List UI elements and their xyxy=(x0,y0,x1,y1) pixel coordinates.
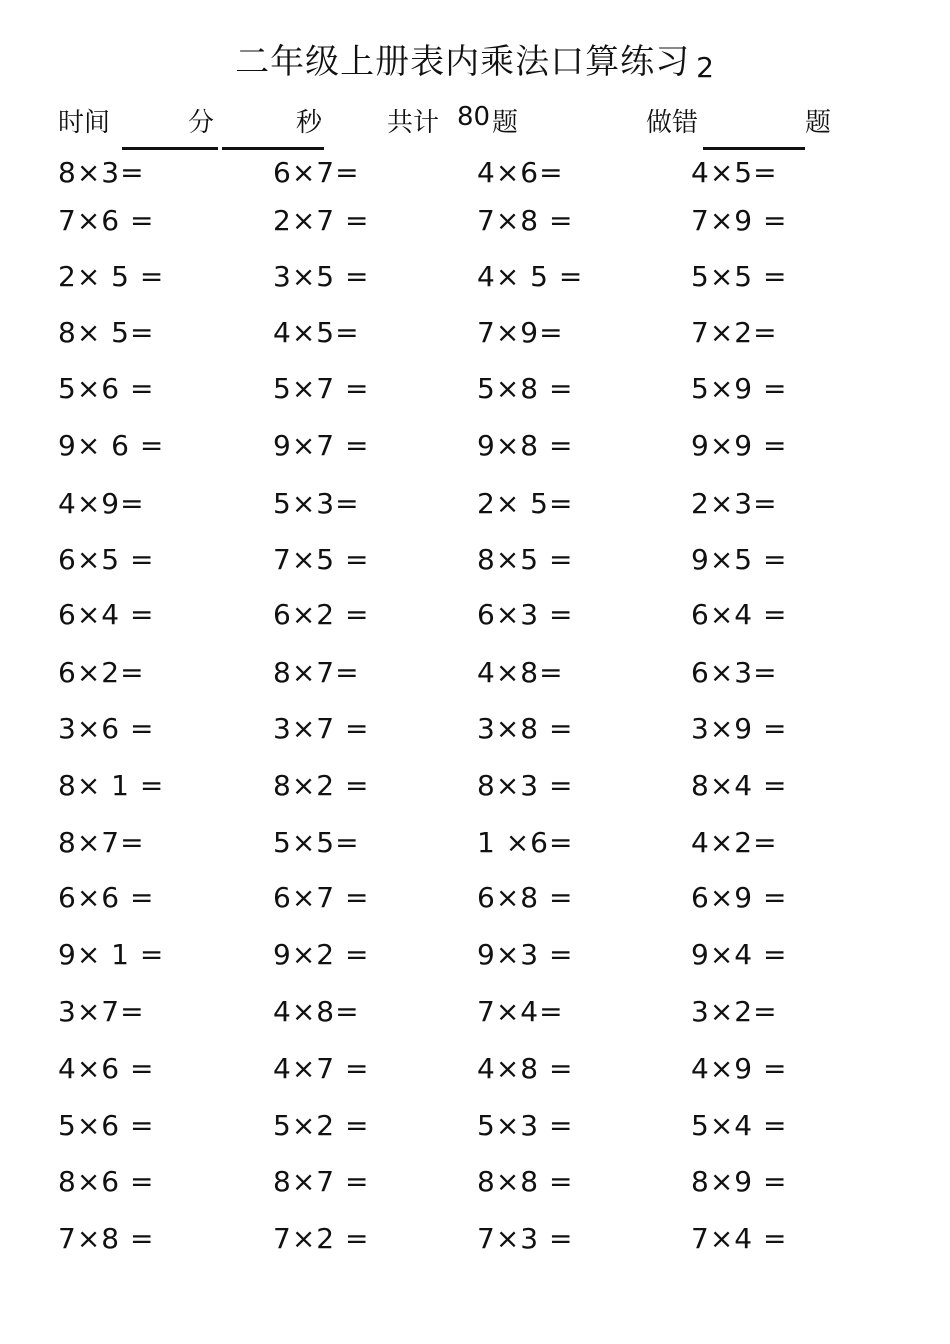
problem-r10-c1: 6×2= xyxy=(58,656,145,689)
problem-r2-c2: 2×7 = xyxy=(273,204,370,237)
problem-r13-c3: 1 ×6= xyxy=(477,826,574,859)
problem-r7-c4: 2×3= xyxy=(691,487,778,520)
problem-r13-c2: 5×5= xyxy=(273,826,360,859)
problem-r2-c1: 7×6 = xyxy=(58,204,155,237)
problem-r19-c4: 8×9 = xyxy=(691,1165,788,1198)
total-unit: 题 xyxy=(492,108,519,138)
problem-r10-c4: 6×3= xyxy=(691,656,778,689)
problem-r8-c1: 6×5 = xyxy=(58,543,155,576)
problem-r11-c1: 3×6 = xyxy=(58,712,155,745)
problem-r11-c2: 3×7 = xyxy=(273,712,370,745)
problem-r3-c4: 5×5 = xyxy=(691,260,788,293)
problem-r18-c4: 5×4 = xyxy=(691,1109,788,1142)
problem-r11-c3: 3×8 = xyxy=(477,712,574,745)
problem-r4-c3: 7×9= xyxy=(477,316,564,349)
problem-r12-c2: 8×2 = xyxy=(273,769,370,802)
problem-r7-c3: 2× 5= xyxy=(477,487,574,520)
problem-r2-c4: 7×9 = xyxy=(691,204,788,237)
wrong-label: 做错 xyxy=(646,108,699,138)
problem-r15-c1: 9× 1 = xyxy=(58,938,165,971)
problem-r2-c3: 7×8 = xyxy=(477,204,574,237)
problem-r16-c3: 7×4= xyxy=(477,995,564,1028)
problem-r12-c4: 8×4 = xyxy=(691,769,788,802)
problem-r6-c2: 9×7 = xyxy=(273,429,370,462)
time-label: 时间 xyxy=(58,108,111,138)
problem-r10-c3: 4×8= xyxy=(477,656,564,689)
problem-r4-c1: 8× 5= xyxy=(58,316,155,349)
title-text: 二年级上册表内乘法口算练习 xyxy=(235,42,691,82)
second-label: 秒 xyxy=(296,108,323,138)
problem-r12-c3: 8×3 = xyxy=(477,769,574,802)
problem-r5-c2: 5×7 = xyxy=(273,372,370,405)
problem-r9-c3: 6×3 = xyxy=(477,598,574,631)
problem-r15-c2: 9×2 = xyxy=(273,938,370,971)
minute-label: 分 xyxy=(188,108,215,138)
problem-r18-c3: 5×3 = xyxy=(477,1109,574,1142)
problem-r3-c1: 2× 5 = xyxy=(58,260,165,293)
problem-r16-c1: 3×7= xyxy=(58,995,145,1028)
problem-r8-c3: 8×5 = xyxy=(477,543,574,576)
problem-r5-c1: 5×6 = xyxy=(58,372,155,405)
problem-r1-c3: 4×6= xyxy=(477,156,564,189)
problem-r8-c2: 7×5 = xyxy=(273,543,370,576)
total-label: 共计 xyxy=(387,108,440,138)
problem-r6-c1: 9× 6 = xyxy=(58,429,165,462)
problem-r6-c3: 9×8 = xyxy=(477,429,574,462)
problem-r16-c4: 3×2= xyxy=(691,995,778,1028)
problem-r18-c2: 5×2 = xyxy=(273,1109,370,1142)
problem-r19-c2: 8×7 = xyxy=(273,1165,370,1198)
problem-r9-c4: 6×4 = xyxy=(691,598,788,631)
problem-r6-c4: 9×9 = xyxy=(691,429,788,462)
problem-r20-c4: 7×4 = xyxy=(691,1222,788,1255)
problem-r1-c2: 6×7= xyxy=(273,156,360,189)
problem-r5-c4: 5×9 = xyxy=(691,372,788,405)
problem-r14-c2: 6×7 = xyxy=(273,881,370,914)
total-count: 80 xyxy=(457,102,491,132)
problem-r17-c4: 4×9 = xyxy=(691,1052,788,1085)
problem-r18-c1: 5×6 = xyxy=(58,1109,155,1142)
problem-r7-c2: 5×3= xyxy=(273,487,360,520)
problem-r1-c1: 8×3= xyxy=(58,156,145,189)
problem-r13-c1: 8×7= xyxy=(58,826,145,859)
problem-r5-c3: 5×8 = xyxy=(477,372,574,405)
problem-r7-c1: 4×9= xyxy=(58,487,145,520)
problem-r14-c3: 6×8 = xyxy=(477,881,574,914)
problem-r19-c1: 8×6 = xyxy=(58,1165,155,1198)
problem-r12-c1: 8× 1 = xyxy=(58,769,165,802)
problem-r17-c2: 4×7 = xyxy=(273,1052,370,1085)
problem-r11-c4: 3×9 = xyxy=(691,712,788,745)
problem-r20-c2: 7×2 = xyxy=(273,1222,370,1255)
wrong-unit: 题 xyxy=(805,108,832,138)
problem-r4-c4: 7×2= xyxy=(691,316,778,349)
problem-r4-c2: 4×5= xyxy=(273,316,360,349)
problem-r3-c3: 4× 5 = xyxy=(477,260,584,293)
problem-r14-c1: 6×6 = xyxy=(58,881,155,914)
problem-r1-c4: 4×5= xyxy=(691,156,778,189)
title-number: 2 xyxy=(696,51,715,84)
problem-r10-c2: 8×7= xyxy=(273,656,360,689)
problem-r8-c4: 9×5 = xyxy=(691,543,788,576)
problem-r20-c3: 7×3 = xyxy=(477,1222,574,1255)
problem-r14-c4: 6×9 = xyxy=(691,881,788,914)
problem-r9-c2: 6×2 = xyxy=(273,598,370,631)
problem-r3-c2: 3×5 = xyxy=(273,260,370,293)
problem-r17-c1: 4×6 = xyxy=(58,1052,155,1085)
problem-r15-c3: 9×3 = xyxy=(477,938,574,971)
problem-r19-c3: 8×8 = xyxy=(477,1165,574,1198)
problem-r17-c3: 4×8 = xyxy=(477,1052,574,1085)
problem-r9-c1: 6×4 = xyxy=(58,598,155,631)
problem-r15-c4: 9×4 = xyxy=(691,938,788,971)
problem-r20-c1: 7×8 = xyxy=(58,1222,155,1255)
problem-r16-c2: 4×8= xyxy=(273,995,360,1028)
problem-r13-c4: 4×2= xyxy=(691,826,778,859)
